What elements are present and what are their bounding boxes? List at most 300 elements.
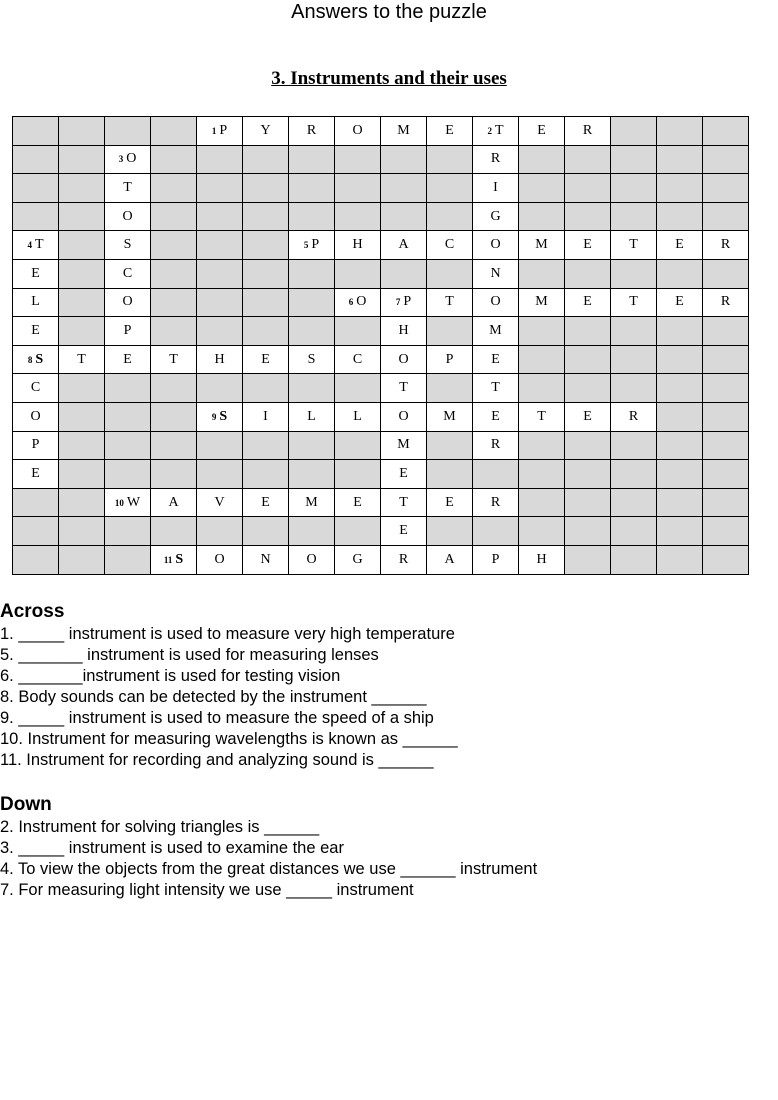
grid-cell-blocked xyxy=(427,517,473,546)
grid-letter: E xyxy=(261,351,270,367)
grid-cell-blocked xyxy=(611,431,657,460)
grid-cell-blocked xyxy=(703,259,749,288)
grid-cell-letter xyxy=(13,460,59,489)
grid-cell-blocked xyxy=(13,517,59,546)
grid-cell-letter xyxy=(197,488,243,517)
grid-cell-letter xyxy=(105,145,151,174)
grid-cell-blocked xyxy=(289,145,335,174)
grid-cell-letter xyxy=(473,231,519,260)
grid-cell-letter xyxy=(243,488,289,517)
grid-letter: T xyxy=(629,237,638,253)
grid-letter: T xyxy=(34,237,44,253)
grid-cell-blocked xyxy=(151,145,197,174)
grid-cell-letter xyxy=(427,117,473,146)
grid-cell-blocked xyxy=(381,202,427,231)
grid-letter: E xyxy=(583,294,592,310)
down-heading: Down xyxy=(0,794,52,815)
grid-cell-letter xyxy=(519,117,565,146)
grid-cell-blocked xyxy=(197,460,243,489)
grid-cell-letter xyxy=(565,402,611,431)
grid-cell-letter xyxy=(13,345,59,374)
clue-item: 11. Instrument for recording and analyzing sound is ______ xyxy=(0,751,434,769)
grid-cell-blocked xyxy=(197,259,243,288)
grid-cell-letter xyxy=(335,545,381,574)
grid-letter: R xyxy=(490,437,501,453)
grid-cell-blocked xyxy=(335,460,381,489)
grid-cell-blocked xyxy=(381,145,427,174)
grid-cell-letter xyxy=(427,288,473,317)
grid-letter: E xyxy=(261,494,270,510)
grid-cell-letter xyxy=(473,288,519,317)
grid-cell-blocked xyxy=(243,288,289,317)
grid-cell-letter xyxy=(473,174,519,203)
grid-letter: M xyxy=(535,237,548,253)
grid-letter: R xyxy=(490,151,501,167)
grid-letter: R xyxy=(628,408,639,424)
grid-letter: E xyxy=(123,351,132,367)
grid-cell-blocked xyxy=(703,431,749,460)
grid-cell-letter xyxy=(657,288,703,317)
grid-cell-letter xyxy=(381,460,427,489)
clue-item: 8. Body sounds can be detected by the instrument ______ xyxy=(0,688,427,706)
grid-letter: M xyxy=(535,294,548,310)
grid-letter: R xyxy=(398,551,409,567)
clue-number: 2 xyxy=(487,125,492,136)
clue-item: 4. To view the objects from the great distances we use ______ instrument xyxy=(0,860,538,878)
grid-letter: A xyxy=(398,237,409,253)
grid-cell-blocked xyxy=(59,174,105,203)
grid-cell-blocked xyxy=(105,460,151,489)
grid-letter: W xyxy=(126,494,141,510)
grid-cell-blocked xyxy=(13,202,59,231)
grid-cell-blocked xyxy=(611,374,657,403)
grid-cell-blocked xyxy=(59,259,105,288)
grid-cell-blocked xyxy=(151,431,197,460)
grid-cell-blocked xyxy=(59,117,105,146)
grid-cell-blocked xyxy=(289,174,335,203)
grid-cell-blocked xyxy=(243,460,289,489)
grid-letter: E xyxy=(31,322,40,338)
grid-cell-blocked xyxy=(611,317,657,346)
grid-cell-letter xyxy=(519,545,565,574)
grid-cell-blocked xyxy=(611,488,657,517)
grid-cell-blocked xyxy=(197,174,243,203)
grid-cell-blocked xyxy=(59,545,105,574)
grid-cell-letter xyxy=(427,345,473,374)
grid-cell-blocked xyxy=(243,517,289,546)
grid-letter: O xyxy=(122,294,133,310)
grid-cell-letter xyxy=(13,288,59,317)
grid-cell-letter xyxy=(243,545,289,574)
grid-letter: E xyxy=(445,122,454,138)
grid-cell-blocked xyxy=(105,431,151,460)
grid-letter: S xyxy=(123,237,132,253)
grid-row xyxy=(13,145,749,174)
clue-item: 9. _____ instrument is used to measure the speed of a ship xyxy=(0,709,434,727)
grid-cell-blocked xyxy=(519,488,565,517)
grid-cell-blocked xyxy=(197,317,243,346)
grid-cell-blocked xyxy=(243,259,289,288)
grid-cell-letter xyxy=(381,288,427,317)
clue-number: 10 xyxy=(114,497,124,508)
grid-letter: E xyxy=(399,465,408,481)
grid-cell-blocked xyxy=(657,517,703,546)
grid-letter: M xyxy=(397,122,410,138)
grid-cell-letter xyxy=(151,545,197,574)
grid-letter: E xyxy=(675,237,684,253)
grid-cell-blocked xyxy=(335,431,381,460)
grid-cell-letter xyxy=(611,288,657,317)
grid-cell-letter xyxy=(473,259,519,288)
grid-cell-letter xyxy=(427,402,473,431)
grid-cell-blocked xyxy=(565,374,611,403)
clue-number: 9 xyxy=(211,411,217,422)
grid-cell-letter xyxy=(13,317,59,346)
grid-row xyxy=(13,117,749,146)
page-title: Answers to the puzzle xyxy=(291,1,487,23)
grid-cell-letter xyxy=(105,202,151,231)
grid-cell-blocked xyxy=(197,374,243,403)
grid-cell-blocked xyxy=(611,202,657,231)
clue-number: 6 xyxy=(348,297,354,308)
grid-row xyxy=(13,545,749,574)
grid-cell-blocked xyxy=(243,174,289,203)
grid-letter: O xyxy=(126,151,137,167)
grid-letter: M xyxy=(443,408,456,424)
clue-number: 3 xyxy=(118,154,124,165)
grid-cell-letter xyxy=(565,231,611,260)
grid-cell-letter xyxy=(105,488,151,517)
grid-cell-blocked xyxy=(611,117,657,146)
grid-cell-blocked xyxy=(703,488,749,517)
grid-cell-blocked xyxy=(197,145,243,174)
grid-cell-blocked xyxy=(519,431,565,460)
grid-cell-blocked xyxy=(519,174,565,203)
grid-cell-blocked xyxy=(335,174,381,203)
grid-cell-letter xyxy=(473,317,519,346)
grid-letter: E xyxy=(491,408,500,424)
grid-cell-letter xyxy=(13,431,59,460)
grid-cell-blocked xyxy=(657,431,703,460)
grid-letter: E xyxy=(399,523,408,539)
grid-letter: H xyxy=(214,351,225,367)
clue-number: 5 xyxy=(303,240,309,251)
grid-letter: E xyxy=(583,237,592,253)
grid-cell-blocked xyxy=(519,517,565,546)
grid-cell-blocked xyxy=(105,374,151,403)
grid-cell-blocked xyxy=(243,145,289,174)
grid-cell-blocked xyxy=(427,317,473,346)
grid-cell-blocked xyxy=(59,231,105,260)
grid-letter: P xyxy=(403,294,412,310)
grid-cell-letter xyxy=(611,402,657,431)
grid-cell-letter xyxy=(289,231,335,260)
grid-cell-blocked xyxy=(13,545,59,574)
grid-cell-blocked xyxy=(611,174,657,203)
grid-letter: H xyxy=(352,237,363,253)
grid-cell-blocked xyxy=(151,460,197,489)
grid-cell-blocked xyxy=(13,488,59,517)
clue-number: 11 xyxy=(163,554,173,565)
across-clues xyxy=(0,600,770,771)
grid-letter: P xyxy=(491,551,500,567)
grid-letter: E xyxy=(31,465,40,481)
grid-cell-letter xyxy=(105,231,151,260)
grid-cell-blocked xyxy=(657,117,703,146)
grid-cell-letter xyxy=(473,431,519,460)
grid-cell-letter xyxy=(289,402,335,431)
clue-number: 8 xyxy=(27,354,33,365)
grid-letter: M xyxy=(489,322,502,338)
grid-cell-blocked xyxy=(657,488,703,517)
grid-cell-blocked xyxy=(59,460,105,489)
grid-letter: C xyxy=(122,265,133,281)
grid-cell-blocked xyxy=(105,402,151,431)
grid-cell-blocked xyxy=(519,317,565,346)
grid-row xyxy=(13,202,749,231)
grid-letter: O xyxy=(398,351,409,367)
grid-cell-blocked xyxy=(519,145,565,174)
grid-cell-letter xyxy=(519,288,565,317)
grid-cell-letter xyxy=(335,117,381,146)
grid-cell-blocked xyxy=(59,145,105,174)
grid-cell-blocked xyxy=(427,431,473,460)
grid-cell-blocked xyxy=(519,259,565,288)
grid-cell-letter xyxy=(243,117,289,146)
grid-cell-blocked xyxy=(335,317,381,346)
grid-cell-blocked xyxy=(657,145,703,174)
grid-cell-blocked xyxy=(13,174,59,203)
grid-letter: O xyxy=(490,294,501,310)
grid-cell-letter xyxy=(289,488,335,517)
grid-cell-blocked xyxy=(703,317,749,346)
grid-cell-blocked xyxy=(59,431,105,460)
grid-letter: N xyxy=(490,265,501,281)
grid-letter: L xyxy=(353,408,362,424)
grid-cell-letter xyxy=(381,345,427,374)
grid-letter: C xyxy=(444,237,455,253)
grid-cell-blocked xyxy=(427,259,473,288)
grid-cell-letter xyxy=(381,402,427,431)
grid-cell-letter xyxy=(427,545,473,574)
grid-cell-blocked xyxy=(473,460,519,489)
grid-letter: L xyxy=(31,294,40,310)
grid-cell-letter xyxy=(197,402,243,431)
grid-cell-blocked xyxy=(657,174,703,203)
grid-cell-blocked xyxy=(565,460,611,489)
grid-letter: S xyxy=(219,408,228,424)
grid-cell-letter xyxy=(335,488,381,517)
grid-cell-blocked xyxy=(197,288,243,317)
grid-cell-letter xyxy=(105,259,151,288)
grid-row xyxy=(13,402,749,431)
grid-cell-blocked xyxy=(703,202,749,231)
grid-cell-letter xyxy=(703,288,749,317)
grid-row xyxy=(13,488,749,517)
grid-cell-letter xyxy=(289,117,335,146)
grid-cell-blocked xyxy=(519,202,565,231)
grid-cell-letter xyxy=(197,545,243,574)
grid-cell-blocked xyxy=(151,259,197,288)
grid-letter: G xyxy=(352,551,363,567)
grid-letter: S xyxy=(35,351,44,367)
grid-letter: I xyxy=(263,408,268,424)
clue-item: 7. For measuring light intensity we use _____ instrument xyxy=(0,881,414,899)
grid-row xyxy=(13,517,749,546)
grid-cell-blocked xyxy=(427,202,473,231)
clue-item: 3. _____ instrument is used to examine the ear xyxy=(0,839,344,857)
grid-letter: T xyxy=(77,351,86,367)
grid-row xyxy=(13,288,749,317)
grid-cell-blocked xyxy=(703,374,749,403)
grid-cell-blocked xyxy=(657,202,703,231)
grid-letter: V xyxy=(214,494,225,510)
grid-letter: P xyxy=(311,237,320,253)
grid-cell-blocked xyxy=(151,288,197,317)
grid-cell-blocked xyxy=(657,545,703,574)
clue-item: 2. Instrument for solving triangles is ______ xyxy=(0,818,320,836)
grid-cell-letter xyxy=(243,402,289,431)
grid-letter: T xyxy=(494,122,504,138)
grid-cell-blocked xyxy=(611,345,657,374)
grid-letter: O xyxy=(214,551,225,567)
grid-cell-blocked xyxy=(611,145,657,174)
grid-letter: T xyxy=(629,294,638,310)
grid-cell-blocked xyxy=(565,174,611,203)
grid-letter: E xyxy=(353,494,362,510)
puzzle-title: 3. Instruments and their uses xyxy=(271,68,507,89)
grid-cell-blocked xyxy=(151,117,197,146)
grid-cell-blocked xyxy=(703,145,749,174)
grid-cell-letter xyxy=(289,345,335,374)
clue-item: 5. _______ instrument is used for measuring lenses xyxy=(0,646,379,664)
grid-cell-letter xyxy=(611,231,657,260)
grid-letter: O xyxy=(352,122,363,138)
grid-cell-letter xyxy=(335,288,381,317)
grid-cell-blocked xyxy=(105,517,151,546)
clue-item: 1. _____ instrument is used to measure very high temperature xyxy=(0,625,455,643)
grid-cell-blocked xyxy=(151,317,197,346)
grid-cell-blocked xyxy=(427,374,473,403)
grid-cell-blocked xyxy=(59,488,105,517)
grid-cell-letter xyxy=(473,374,519,403)
grid-cell-blocked xyxy=(565,317,611,346)
grid-cell-blocked xyxy=(565,259,611,288)
grid-cell-blocked xyxy=(151,517,197,546)
grid-row xyxy=(13,345,749,374)
grid-row xyxy=(13,231,749,260)
grid-letter: I xyxy=(493,179,498,195)
grid-cell-letter xyxy=(381,374,427,403)
grid-cell-blocked xyxy=(335,259,381,288)
grid-cell-letter xyxy=(105,174,151,203)
grid-cell-blocked xyxy=(59,517,105,546)
grid-cell-letter xyxy=(335,231,381,260)
grid-letter: O xyxy=(398,408,409,424)
grid-row xyxy=(13,431,749,460)
grid-cell-blocked xyxy=(703,545,749,574)
grid-cell-blocked xyxy=(289,431,335,460)
grid-letter: R xyxy=(306,122,317,138)
grid-cell-blocked xyxy=(703,117,749,146)
grid-letter: M xyxy=(305,494,318,510)
grid-letter: S xyxy=(307,351,316,367)
grid-cell-blocked xyxy=(473,517,519,546)
grid-cell-blocked xyxy=(197,231,243,260)
grid-cell-letter xyxy=(381,117,427,146)
grid-cell-blocked xyxy=(703,460,749,489)
down-clues xyxy=(0,793,770,901)
grid-cell-blocked xyxy=(565,517,611,546)
grid-cell-letter xyxy=(565,288,611,317)
grid-cell-letter xyxy=(657,231,703,260)
grid-cell-letter xyxy=(565,117,611,146)
grid-cell-letter xyxy=(13,231,59,260)
clue-item: 10. Instrument for measuring wavelengths is known as ______ xyxy=(0,730,458,748)
grid-letter: Y xyxy=(260,122,271,138)
grid-cell-blocked xyxy=(151,174,197,203)
grid-cell-blocked xyxy=(59,288,105,317)
grid-row xyxy=(13,174,749,203)
grid-letter: R xyxy=(720,294,731,310)
grid-cell-letter xyxy=(473,402,519,431)
grid-letter: S xyxy=(175,551,184,567)
grid-cell-letter xyxy=(381,545,427,574)
grid-letter: E xyxy=(537,122,546,138)
grid-cell-blocked xyxy=(13,145,59,174)
grid-letter: T xyxy=(445,294,454,310)
grid-letter: T xyxy=(399,380,408,396)
grid-letter: H xyxy=(536,551,547,567)
clue-number: 4 xyxy=(27,240,32,251)
grid-cell-blocked xyxy=(335,145,381,174)
grid-letter: C xyxy=(30,380,41,396)
grid-letter: E xyxy=(583,408,592,424)
grid-cell-blocked xyxy=(289,288,335,317)
grid-cell-letter xyxy=(243,345,289,374)
grid-letter: T xyxy=(491,380,500,396)
grid-letter: O xyxy=(356,294,367,310)
grid-cell-letter xyxy=(427,488,473,517)
grid-row xyxy=(13,374,749,403)
grid-letter: A xyxy=(444,551,455,567)
grid-cell-blocked xyxy=(243,374,289,403)
grid-cell-blocked xyxy=(335,374,381,403)
grid-letter: C xyxy=(352,351,363,367)
grid-row xyxy=(13,460,749,489)
grid-cell-letter xyxy=(473,488,519,517)
grid-cell-letter xyxy=(151,345,197,374)
grid-cell-letter xyxy=(519,231,565,260)
grid-cell-blocked xyxy=(427,145,473,174)
grid-cell-blocked xyxy=(289,202,335,231)
grid-cell-blocked xyxy=(611,259,657,288)
grid-cell-blocked xyxy=(703,517,749,546)
grid-cell-letter xyxy=(519,402,565,431)
grid-cell-blocked xyxy=(105,545,151,574)
grid-cell-blocked xyxy=(657,460,703,489)
grid-cell-letter xyxy=(105,317,151,346)
grid-cell-blocked xyxy=(59,317,105,346)
grid-cell-blocked xyxy=(151,402,197,431)
grid-cell-letter xyxy=(105,288,151,317)
grid-letter: E xyxy=(31,265,40,281)
clue-number: 7 xyxy=(395,297,401,308)
grid-letter: O xyxy=(490,237,501,253)
grid-letter: P xyxy=(219,122,228,138)
grid-letter: P xyxy=(123,322,132,338)
grid-cell-blocked xyxy=(565,545,611,574)
